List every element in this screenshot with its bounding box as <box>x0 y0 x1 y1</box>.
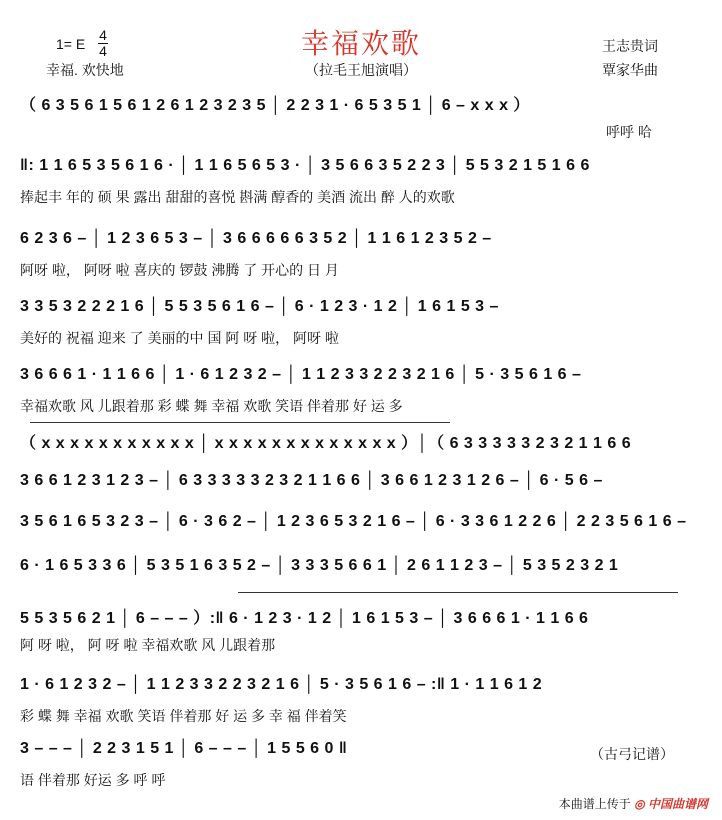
score-row-1 <box>20 92 700 152</box>
notation-line: 3 – – – │ 2 2 3 1 5 1 │ 6 – – – │ 1 5 5 6 0 ‖ <box>20 740 348 757</box>
lyric-line: 语 伴着那 好运 多 呼 呼 <box>20 772 166 788</box>
transcriber-note: （古弓记谱） <box>590 746 674 762</box>
composer: 覃家华曲 <box>602 62 658 78</box>
lyric-line: 捧起丰 年的 硕 果 露出 甜甜的喜悦 斟满 醇香的 美酒 流出 醉 人的欢歌 <box>20 189 455 205</box>
lyric-line: 幸福欢歌 风 儿跟着那 彩 蝶 舞 幸福 欢歌 笑语 伴着那 好 运 多 <box>20 398 403 414</box>
volta-bracket-1 <box>30 422 450 423</box>
notation-line: 6 · 1 6 5 3 3 6 │ 5 3 5 1 6 3 5 2 – │ 3 3 3 5 6 6 1 │ 2 6 1 1 2 3 – │ 5 3 5 2 3 2 1 <box>20 557 619 574</box>
notation-line: 5 5 3 5 6 2 1 │ 6 – – – ）:‖ 6 · 1 2 3 · 1 2 │ 1 6 1 5 3 – │ 3 6 6 6 1 · 1 1 6 6 <box>20 610 589 627</box>
notation-line: 3 6 6 1 2 3 1 2 3 – │ 6 3 3 3 3 3 2 3 2 1 1 6 6 │ 3 6 6 1 2 3 1 2 6 – │ 6 · 5 6 – <box>20 472 603 489</box>
lyric-line: 阿呀 啦， 阿呀 啦 喜庆的 锣鼓 沸腾 了 开心的 日 月 <box>20 262 339 278</box>
notation-line: 6 2 3 6 – │ 1 2 3 6 5 3 – │ 3 6 6 6 6 6 3 5 2 │ 1 1 6 1 2 3 5 2 – <box>20 230 492 247</box>
notation-line: 3 6 6 6 1 · 1 1 6 6 │ 1 · 6 1 2 3 2 – │ 1 1 2 3 3 2 2 3 2 1 6 │ 5 · 3 5 6 1 6 – <box>20 366 582 383</box>
volta-bracket-2 <box>238 592 678 593</box>
upload-footer <box>559 795 708 812</box>
key-signature: 1= E <box>56 36 86 52</box>
score-row-3 <box>20 230 700 290</box>
lyric-line: 美好的 祝福 迎来 了 美丽的中 国 阿 呀 啦， 阿呀 啦 <box>20 330 339 346</box>
notation-line: （ x x x x x x x x x x x │ x x x x x x x x x x x x x ）│（ 6 3 3 3 3 3 2 3 2 1 1 6 6 <box>20 435 632 452</box>
notation-line: ‖: 1 1 6 5 3 5 6 1 6 · │ 1 1 6 5 6 5 3 · │ 3 5 6 6 3 5 2 2 3 │ 5 5 3 2 1 5 1 6 6 <box>20 157 590 174</box>
notation-line: 3 3 5 3 2 2 2 1 6 │ 5 5 3 5 6 1 6 – │ 6 · 1 2 3 · 1 2 │ 1 6 1 5 3 – <box>20 298 499 315</box>
lyric-line: 呼呼 哈 <box>606 124 652 140</box>
song-title: 幸福欢歌 <box>300 27 421 60</box>
footer-brand[interactable]: 中国曲谱网 <box>647 797 708 811</box>
score-row-11 <box>20 676 700 736</box>
tempo-marking: 幸福. 欢快地 <box>46 62 124 78</box>
singer-note: （拉毛王旭演唱） <box>305 62 417 78</box>
time-sig-bottom: 4 <box>99 43 107 59</box>
time-sig-top: 4 <box>99 27 107 43</box>
site-logo-icon: ◎ <box>634 797 645 811</box>
footer-prefix: 本曲谱上传于 <box>558 797 631 811</box>
lyric-line: 阿 呀 啦， 阿 呀 啦 幸福欢歌 风 儿跟着那 <box>20 637 276 653</box>
notation-line: 1 · 6 1 2 3 2 – │ 1 1 2 3 3 2 2 3 2 1 6 │ 5 · 3 5 6 1 6 – :‖ 1 · 1 1 6 1 2 <box>20 676 543 693</box>
lyric-line: 彩 蝶 舞 幸福 欢歌 笑语 伴着那 好 运 多 幸 福 伴着笑 <box>20 708 347 724</box>
score-row-2 <box>20 157 700 217</box>
lyricist: 王志贵词 <box>602 38 658 54</box>
score-row-4 <box>20 298 700 358</box>
score-row-5 <box>20 366 700 426</box>
notation-line: 3 5 6 1 6 5 3 2 3 – │ 6 · 3 6 2 – │ 1 2 3 6 5 3 2 1 6 – │ 6 · 3 3 6 1 2 2 6 │ 2 2 3 5 6 1 6 – <box>20 513 687 530</box>
score-row-10 <box>20 605 700 665</box>
notation-line: （ 6 3 5 6 1 5 6 1 2 6 1 2 3 2 3 5 │ 2 2 3 1 · 6 5 3 5 1 │ 6 – x x x ） <box>20 97 530 114</box>
